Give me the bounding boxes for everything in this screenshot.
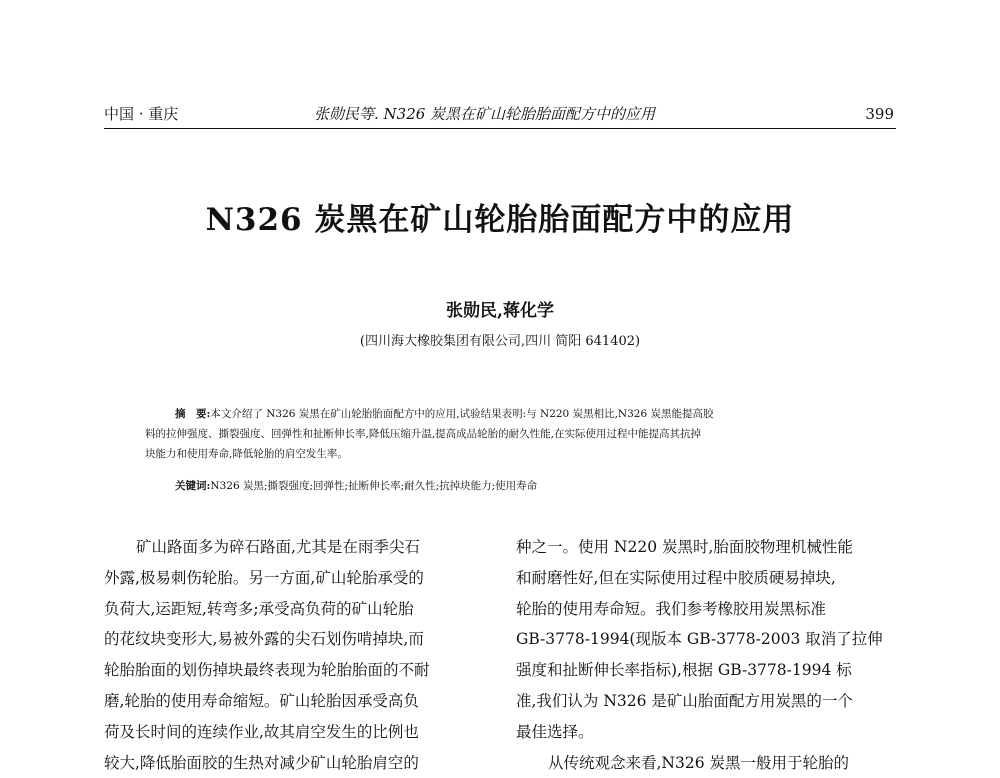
- paper-affiliation: (四川海大橡胶集团有限公司,四川 简阳 641402): [359, 334, 641, 349]
- body-line: GB-3778-1994(现版本 GB-3778-2003 取消了拉伸: [516, 630, 883, 649]
- body-line: 从传统观念来看,N326 炭黑一般用于轮胎的: [548, 753, 850, 772]
- body-line: 种之一。使用 N220 炭黑时,胎面胶物理机械性能: [516, 538, 853, 556]
- body-line: 最佳选择。: [516, 722, 594, 741]
- body-line: 轮胎胎面的划伤掉块最终表现为轮胎胎面的不耐: [104, 661, 430, 680]
- abstract-line: 块能力和使用寿命,降低轮胎的肩空发生率。: [145, 448, 348, 460]
- body-right-column: [516, 532, 901, 778]
- keywords-text: N326 炭黑;撕裂强度;回弹性;扯断伸长率;耐久性;抗掉块能力;使用寿命: [210, 480, 538, 492]
- paper-title: N326 炭黑在矿山轮胎胎面配方中的应用: [205, 202, 795, 238]
- body-line: 较大,降低胎面胶的生热对减少矿山轮胎肩空的: [104, 753, 419, 772]
- body-line: 荷及长时间的连续作业,故其肩空发生的比例也: [104, 722, 419, 741]
- body-line: 和耐磨性好,但在实际使用过程中胶质硬易掉块,: [516, 568, 836, 587]
- abstract-line: 料的拉伸强度、撕裂强度、回弹性和扯断伸长率,降低压缩升温,提高成品轮胎的耐久性能,在实际使用过程中能提高其抗掉: [145, 428, 702, 440]
- body-line: 的花纹块变形大,易被外露的尖石划伤啃掉块,而: [104, 630, 424, 649]
- body-line: 磨,轮胎的使用寿命缩短。矿山轮胎因承受高负: [104, 691, 419, 710]
- abstract-label: 摘 要:: [175, 408, 211, 420]
- abstract-block: [145, 404, 870, 464]
- body-line: 强度和扯断伸长率指标),根据 GB-3778-1994 标: [516, 661, 852, 680]
- body-line: 轮胎的使用寿命短。我们参考橡胶用炭黑标准: [516, 599, 827, 618]
- keywords-line: [175, 476, 875, 496]
- header-divider: [104, 128, 896, 129]
- running-header: [104, 102, 894, 128]
- body-line: 矿山路面多为碎石路面,尤其是在雨季尖石: [136, 538, 420, 556]
- header-running-title: 张勋民等. N326 炭黑在矿山轮胎胎面配方中的应用: [314, 105, 656, 123]
- body-left-column: [104, 532, 489, 778]
- page-number: 399: [865, 105, 894, 123]
- keywords-label: 关键词:: [175, 480, 211, 492]
- body-line: 负荷大,运距短,转弯多;承受高负荷的矿山轮胎: [104, 599, 414, 618]
- paper-authors: 张勋民,蒋化学: [446, 301, 554, 321]
- body-line: 外露,极易刺伤轮胎。另一方面,矿山轮胎承受的: [104, 568, 424, 587]
- body-line: 准,我们认为 N326 是矿山胎面配方用炭黑的一个: [516, 691, 853, 710]
- header-location: 中国 · 重庆: [104, 105, 179, 123]
- abstract-line: 摘 要:本文介绍了 N326 炭黑在矿山轮胎胎面配方中的应用,试验结果表明:与 N220 炭黑相比,N326 炭黑能提高胶: [175, 408, 714, 420]
